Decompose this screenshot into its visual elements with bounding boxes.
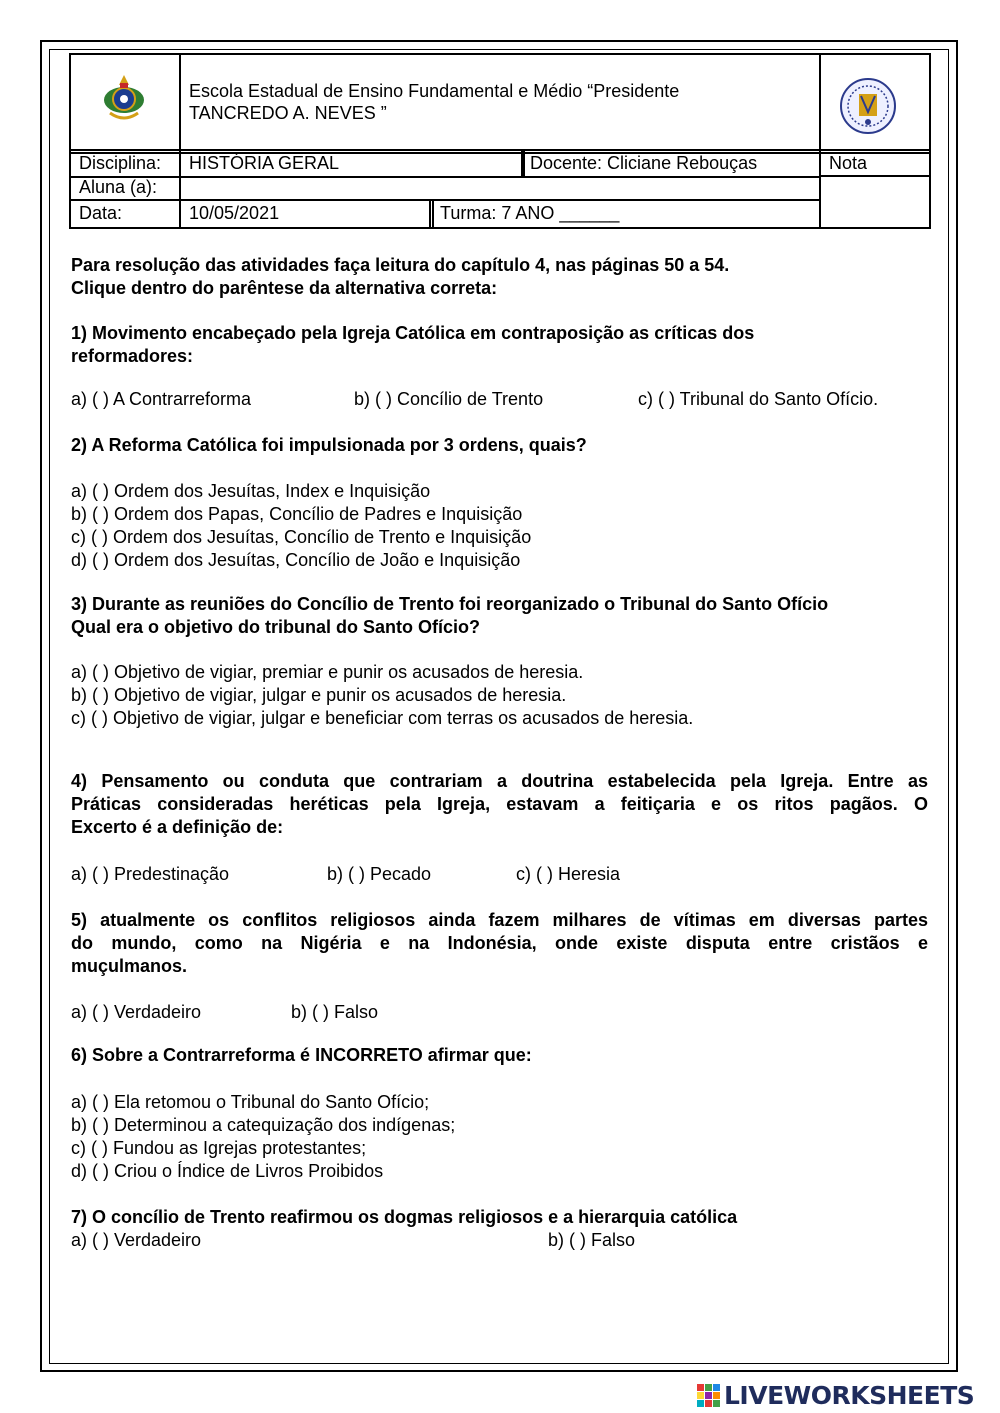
turma-label: Turma: 7 ANO ______ [440,203,620,223]
question-1-line2: reformadores: [71,346,194,366]
aluna-label: Aluna (a): [79,177,158,197]
school-name-line1: Escola Estadual de Ensino Fundamental e Médio “Presidente [189,81,680,101]
q3-option-a[interactable]: a) ( ) Objetivo de vigiar, premiar e punir os acusados de heresia. [71,662,584,682]
data-label: Data: [79,203,123,223]
nota-label: Nota [829,153,868,173]
data-value: 10/05/2021 [189,203,280,223]
header-table [69,53,931,229]
question-4-line2: Práticas consideradas heréticas pela Igreja, estavam a feitiçaria e os ritos pagãos. O [71,794,928,814]
q1-option-c[interactable]: c) ( ) Tribunal do Santo Ofício. [638,389,879,409]
liveworksheets-blocks-icon [697,1384,720,1407]
liveworksheets-logo [697,1380,974,1410]
disciplina-value: HISTÓRIA GERAL [189,153,340,173]
question-6: 6) Sobre a Contrarreforma é INCORRETO afirmar que: [71,1045,532,1065]
question-3-line1: 3) Durante as reuniões do Concílio de Trento foi reorganizado o Tribunal do Santo Ofício [71,594,829,614]
state-coat-of-arms-icon [100,73,148,123]
nota-box [823,179,927,227]
question-4-line1: 4) Pensamento ou conduta que contrariam a doutrina estabelecida pela Igreja. Entre as [71,771,928,791]
instructions-line2: Clique dentro do parêntese da alternativa correta: [71,278,498,298]
q4-option-a[interactable]: a) ( ) Predestinação [71,864,230,884]
question-2: 2) A Reforma Católica foi impulsionada por 3 ordens, quais? [71,435,587,455]
question-1-line1: 1) Movimento encabeçado pela Igreja Católica em contraposição as críticas dos [71,323,755,343]
school-name-line2: TANCREDO A. NEVES ” [189,103,387,123]
q5-option-a[interactable]: a) ( ) Verdadeiro [71,1002,202,1022]
q7-option-b[interactable]: b) ( ) Falso [548,1230,636,1250]
q1-option-a[interactable]: a) ( ) A Contrarreforma [71,389,252,409]
school-name [189,80,809,124]
school-seal-icon [830,64,922,144]
q2-option-c[interactable]: c) ( ) Ordem dos Jesuítas, Concílio de Trento e Inquisição [71,527,532,547]
q5-option-b[interactable]: b) ( ) Falso [291,1002,379,1022]
q4-option-c[interactable]: c) ( ) Heresia [516,864,621,884]
q2-option-a[interactable]: a) ( ) Ordem dos Jesuítas, Index e Inquisição [71,481,431,501]
question-7: 7) O concílio de Trento reafirmou os dogmas religiosos e a hierarquia católica [71,1207,738,1227]
q1-option-b[interactable]: b) ( ) Concílio de Trento [354,389,544,409]
question-5-line2: do mundo, como na Nigéria e na Indonésia, onde existe disputa entre cristãos e [71,933,928,953]
docente-label: Docente: Cliciane Rebouças [530,153,758,173]
q6-option-d[interactable]: d) ( ) Criou o Índice de Livros Proibidos [71,1161,384,1181]
q2-option-b[interactable]: b) ( ) Ordem dos Papas, Concílio de Padres e Inquisição [71,504,523,524]
q6-option-a[interactable]: a) ( ) Ela retomou o Tribunal do Santo Ofício; [71,1092,430,1112]
question-3-line2: Qual era o objetivo do tribunal do Santo Ofício? [71,617,481,637]
q3-option-b[interactable]: b) ( ) Objetivo de vigiar, julgar e punir os acusados de heresia. [71,685,567,705]
disciplina-label: Disciplina: [79,153,162,173]
q7-option-a[interactable]: a) ( ) Verdadeiro [71,1230,202,1250]
q3-option-c[interactable]: c) ( ) Objetivo de vigiar, julgar e beneficiar com terras os acusados de heresia. [71,708,694,728]
liveworksheets-wordmark: LIVEWORKSHEETS [724,1380,975,1410]
q6-option-b[interactable]: b) ( ) Determinou a catequização dos indígenas; [71,1115,456,1135]
question-4-line3: Excerto é a definição de: [71,817,284,837]
aluna-input[interactable] [183,178,815,198]
q2-option-d[interactable]: d) ( ) Ordem dos Jesuítas, Concílio de João e Inquisição [71,550,521,570]
q4-option-b[interactable]: b) ( ) Pecado [327,864,432,884]
question-5-line1: 5) atualmente os conflitos religiosos ainda fazem milhares de vítimas em diversas partes [71,910,928,930]
q6-option-c[interactable]: c) ( ) Fundou as Igrejas protestantes; [71,1138,367,1158]
instructions-line1: Para resolução das atividades faça leitura do capítulo 4, nas páginas 50 a 54. [71,255,730,275]
question-5-line3: muçulmanos. [71,956,188,976]
